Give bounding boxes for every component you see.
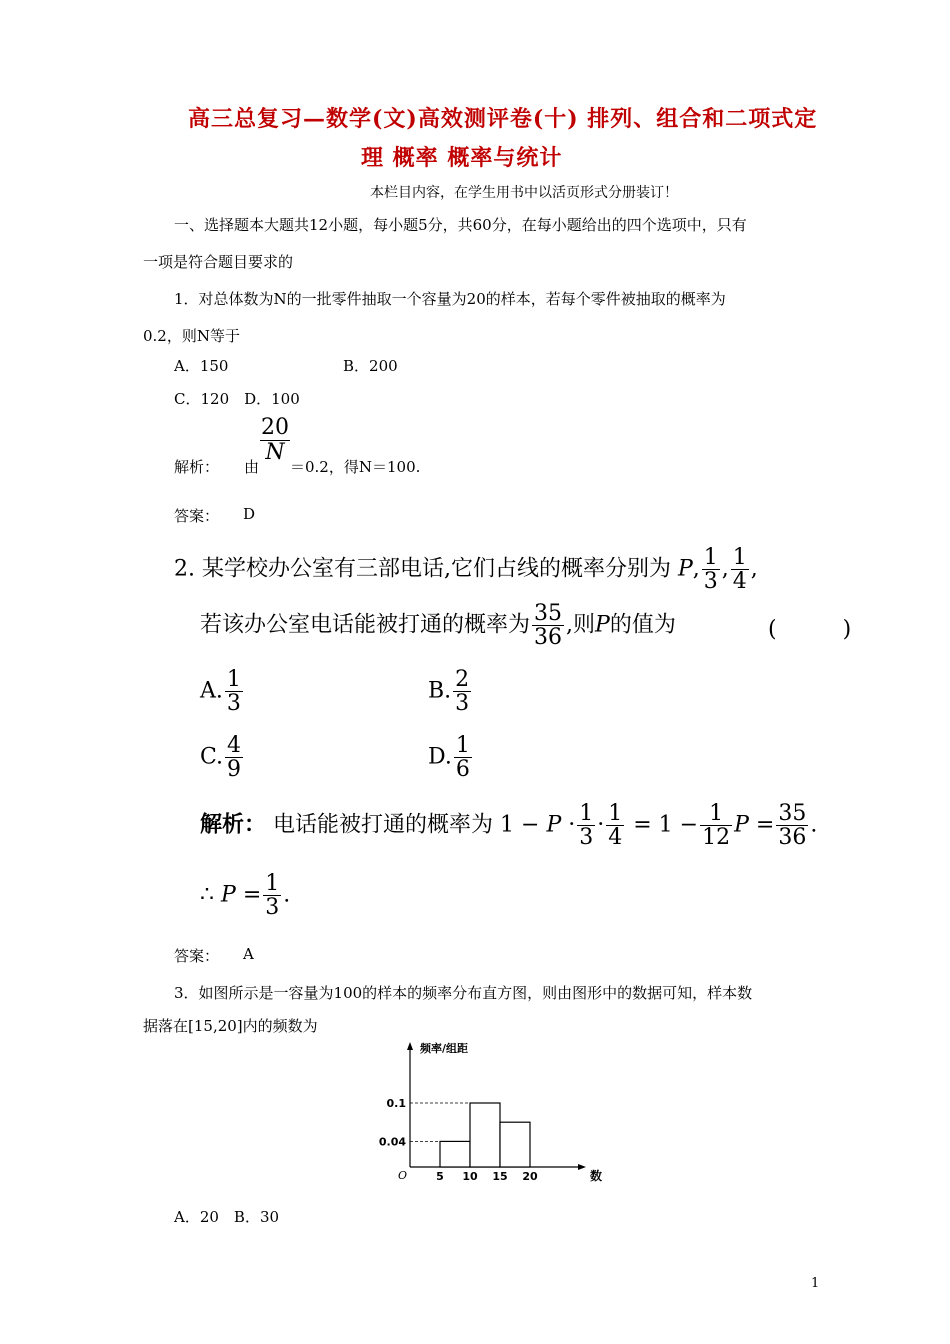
q2-stem-line2: [200, 602, 676, 649]
q2-answer-paren: ( ): [768, 617, 852, 642]
page-title-line1: 高三总复习—数学(文)高效测评卷(十) 排列、组合和二项式定: [188, 106, 818, 132]
q2-solution-p: P: [546, 812, 562, 838]
y-axis-arrow: [407, 1042, 413, 1050]
q2-solution: 解析： 电话能被打通的概率为 1 − P · $\frac{1}{3}$ · $\frac{1}{4}$ = 1 − $\frac{1}{12}$ P = $\frac{35}{36}$ .: [200, 801, 818, 851]
q1-answer-label: 答案：: [174, 507, 220, 525]
q2-fraction-3-num: 35: [534, 601, 563, 626]
q2-final-den: 3: [265, 895, 280, 921]
section-header-line1: 一、选择题本大题共12小题，每小题5分，共60分，在每小题给出的四个选项中，只有: [174, 216, 747, 234]
q2-solution-f4-den: 12: [702, 825, 731, 851]
binding-note: 本栏目内容，在学生用书中以活页形式分册装订！: [370, 185, 678, 201]
q2-option-c-label: C.: [200, 744, 224, 770]
x-tick-label: 15: [492, 1170, 508, 1183]
q1-solution-prefix: 由: [244, 458, 260, 476]
q2-option-a-num: 1: [226, 667, 241, 692]
q2-stem-line2-text: 若该办公室电话能被打通的概率为: [200, 612, 531, 638]
q2-fraction-1-den: 3: [703, 569, 718, 595]
x-tick-label: 10: [462, 1170, 478, 1183]
q2-option-d-den: 6: [455, 757, 470, 783]
q1-stem-line2: 0.2，则N等于: [143, 327, 240, 345]
q2-fraction-2-den: 4: [732, 569, 747, 595]
section-header-line2: 一项是符合题目要求的: [143, 253, 294, 271]
q1-answer: D: [243, 505, 256, 523]
q2-fraction-2: [731, 546, 749, 593]
q2-option-c-den: 9: [227, 757, 242, 783]
q2-solution-f4-num: 1: [700, 802, 732, 826]
x-axis-label: 数: [590, 1169, 603, 1183]
q2-solution-eq1: = 1 −: [633, 812, 699, 838]
q2-stem-value: 的值为: [609, 612, 676, 638]
x-tick-label: 20: [522, 1170, 538, 1183]
q1-fraction: [260, 416, 290, 465]
q2-option-c: [200, 734, 245, 781]
q2-solution-dot-1: ·: [568, 812, 576, 838]
q2-solution-f1-num: 1: [579, 801, 594, 826]
q1-option-a: A．150: [174, 357, 229, 375]
histogram-bar: [500, 1122, 530, 1167]
q2-solution-text: 电话能被打通的概率为 1 −: [273, 812, 540, 838]
q2-solution-eq2: =: [755, 812, 775, 838]
q1-fraction-numerator: 20: [261, 415, 289, 440]
page-title-line2: 理 概率 概率与统计: [361, 145, 563, 171]
q2-stem-then: ,则: [566, 612, 596, 638]
q2-solution-f3-den: 36: [778, 825, 807, 851]
q2-answer-label: 答案：: [174, 947, 220, 965]
q2-conclusion-p: P: [221, 882, 236, 908]
q2-option-d: [428, 734, 474, 781]
q2-option-a-den: 3: [226, 691, 241, 717]
q2-stem-text: 2. 某学校办公室有三部电话,它们占线的概率分别为: [174, 556, 671, 582]
q2-solution-label: 解析：: [200, 811, 267, 838]
q2-variable-p: P: [677, 556, 693, 582]
y-tick-label: 0.1: [386, 1097, 406, 1110]
q2-option-a: [200, 668, 245, 715]
q2-final-num: 1: [265, 871, 280, 896]
q2-solution-f2-den: 4: [608, 825, 623, 851]
q1-option-b: B．200: [343, 357, 398, 375]
histogram-bar: [470, 1103, 500, 1167]
q1-solution-rest: ＝0.2，得N＝100.: [290, 458, 421, 476]
q2-conclusion-eq: =: [242, 882, 262, 908]
q2-solution-dot-2: ·: [597, 812, 605, 838]
q2-option-b-label: B.: [428, 678, 452, 704]
q2-stem-line1: 2. 某学校办公室有三部电话,它们占线的概率分别为 P, $\frac{1}{3}$ , $\frac{1}{4}$ ,: [174, 545, 758, 595]
q2-solution-f1-den: 3: [579, 825, 594, 851]
q2-fraction-1: [702, 546, 720, 593]
q2-variable-p-2: P: [595, 612, 610, 638]
q1-stem-line1: 1．对总体数为N的一批零件抽取一个容量为20的样本，若每个零件被抽取的概率为: [174, 290, 726, 308]
q2-solution-f3-num: 35: [778, 801, 807, 826]
x-tick-label: 5: [436, 1170, 444, 1183]
origin-label: O: [398, 1169, 408, 1182]
q3-options: A．20 B．30: [174, 1208, 280, 1226]
q2-option-a-label: A.: [200, 678, 223, 704]
q2-option-c-num: 4: [227, 733, 242, 758]
q2-conclusion: ∴ P = $\frac{1}{3}$ .: [200, 871, 291, 921]
histogram-bar: [440, 1141, 470, 1167]
q2-answer: A: [243, 945, 254, 963]
page-number: 1: [811, 1276, 820, 1291]
y-tick-label: 0.04: [378, 1135, 406, 1149]
q2-therefore: ∴: [200, 882, 214, 908]
q2-option-d-label: D.: [428, 744, 452, 770]
x-axis-arrow: [578, 1164, 586, 1170]
q2-option-b: [428, 668, 473, 715]
q1-option-cd: C．120 D．100: [174, 390, 300, 408]
q1-solution-label: 解析：: [174, 458, 220, 476]
q1-fraction-denominator: N: [265, 440, 285, 466]
q2-solution-f2-num: 1: [608, 801, 623, 826]
q2-option-b-num: 2: [455, 667, 470, 692]
q2-fraction-2-num: 1: [732, 545, 747, 570]
y-axis-label: 频率/组距: [420, 1042, 469, 1055]
q2-fraction-3-den: 36: [534, 625, 563, 651]
q3-stem-line1: 3．如图所示是一容量为100的样本的频率分布直方图，则由图形中的数据可知，样本数: [174, 984, 753, 1002]
frequency-histogram: [378, 1040, 603, 1190]
q2-option-d-num: 1: [455, 733, 470, 758]
q3-stem-line2: 据落在[15,20]内的频数为: [143, 1017, 318, 1035]
q2-fraction-3: [532, 602, 564, 649]
q2-option-b-den: 3: [455, 691, 470, 717]
q2-fraction-1-num: 1: [703, 545, 718, 570]
q2-solution-p-2: P: [734, 812, 749, 838]
